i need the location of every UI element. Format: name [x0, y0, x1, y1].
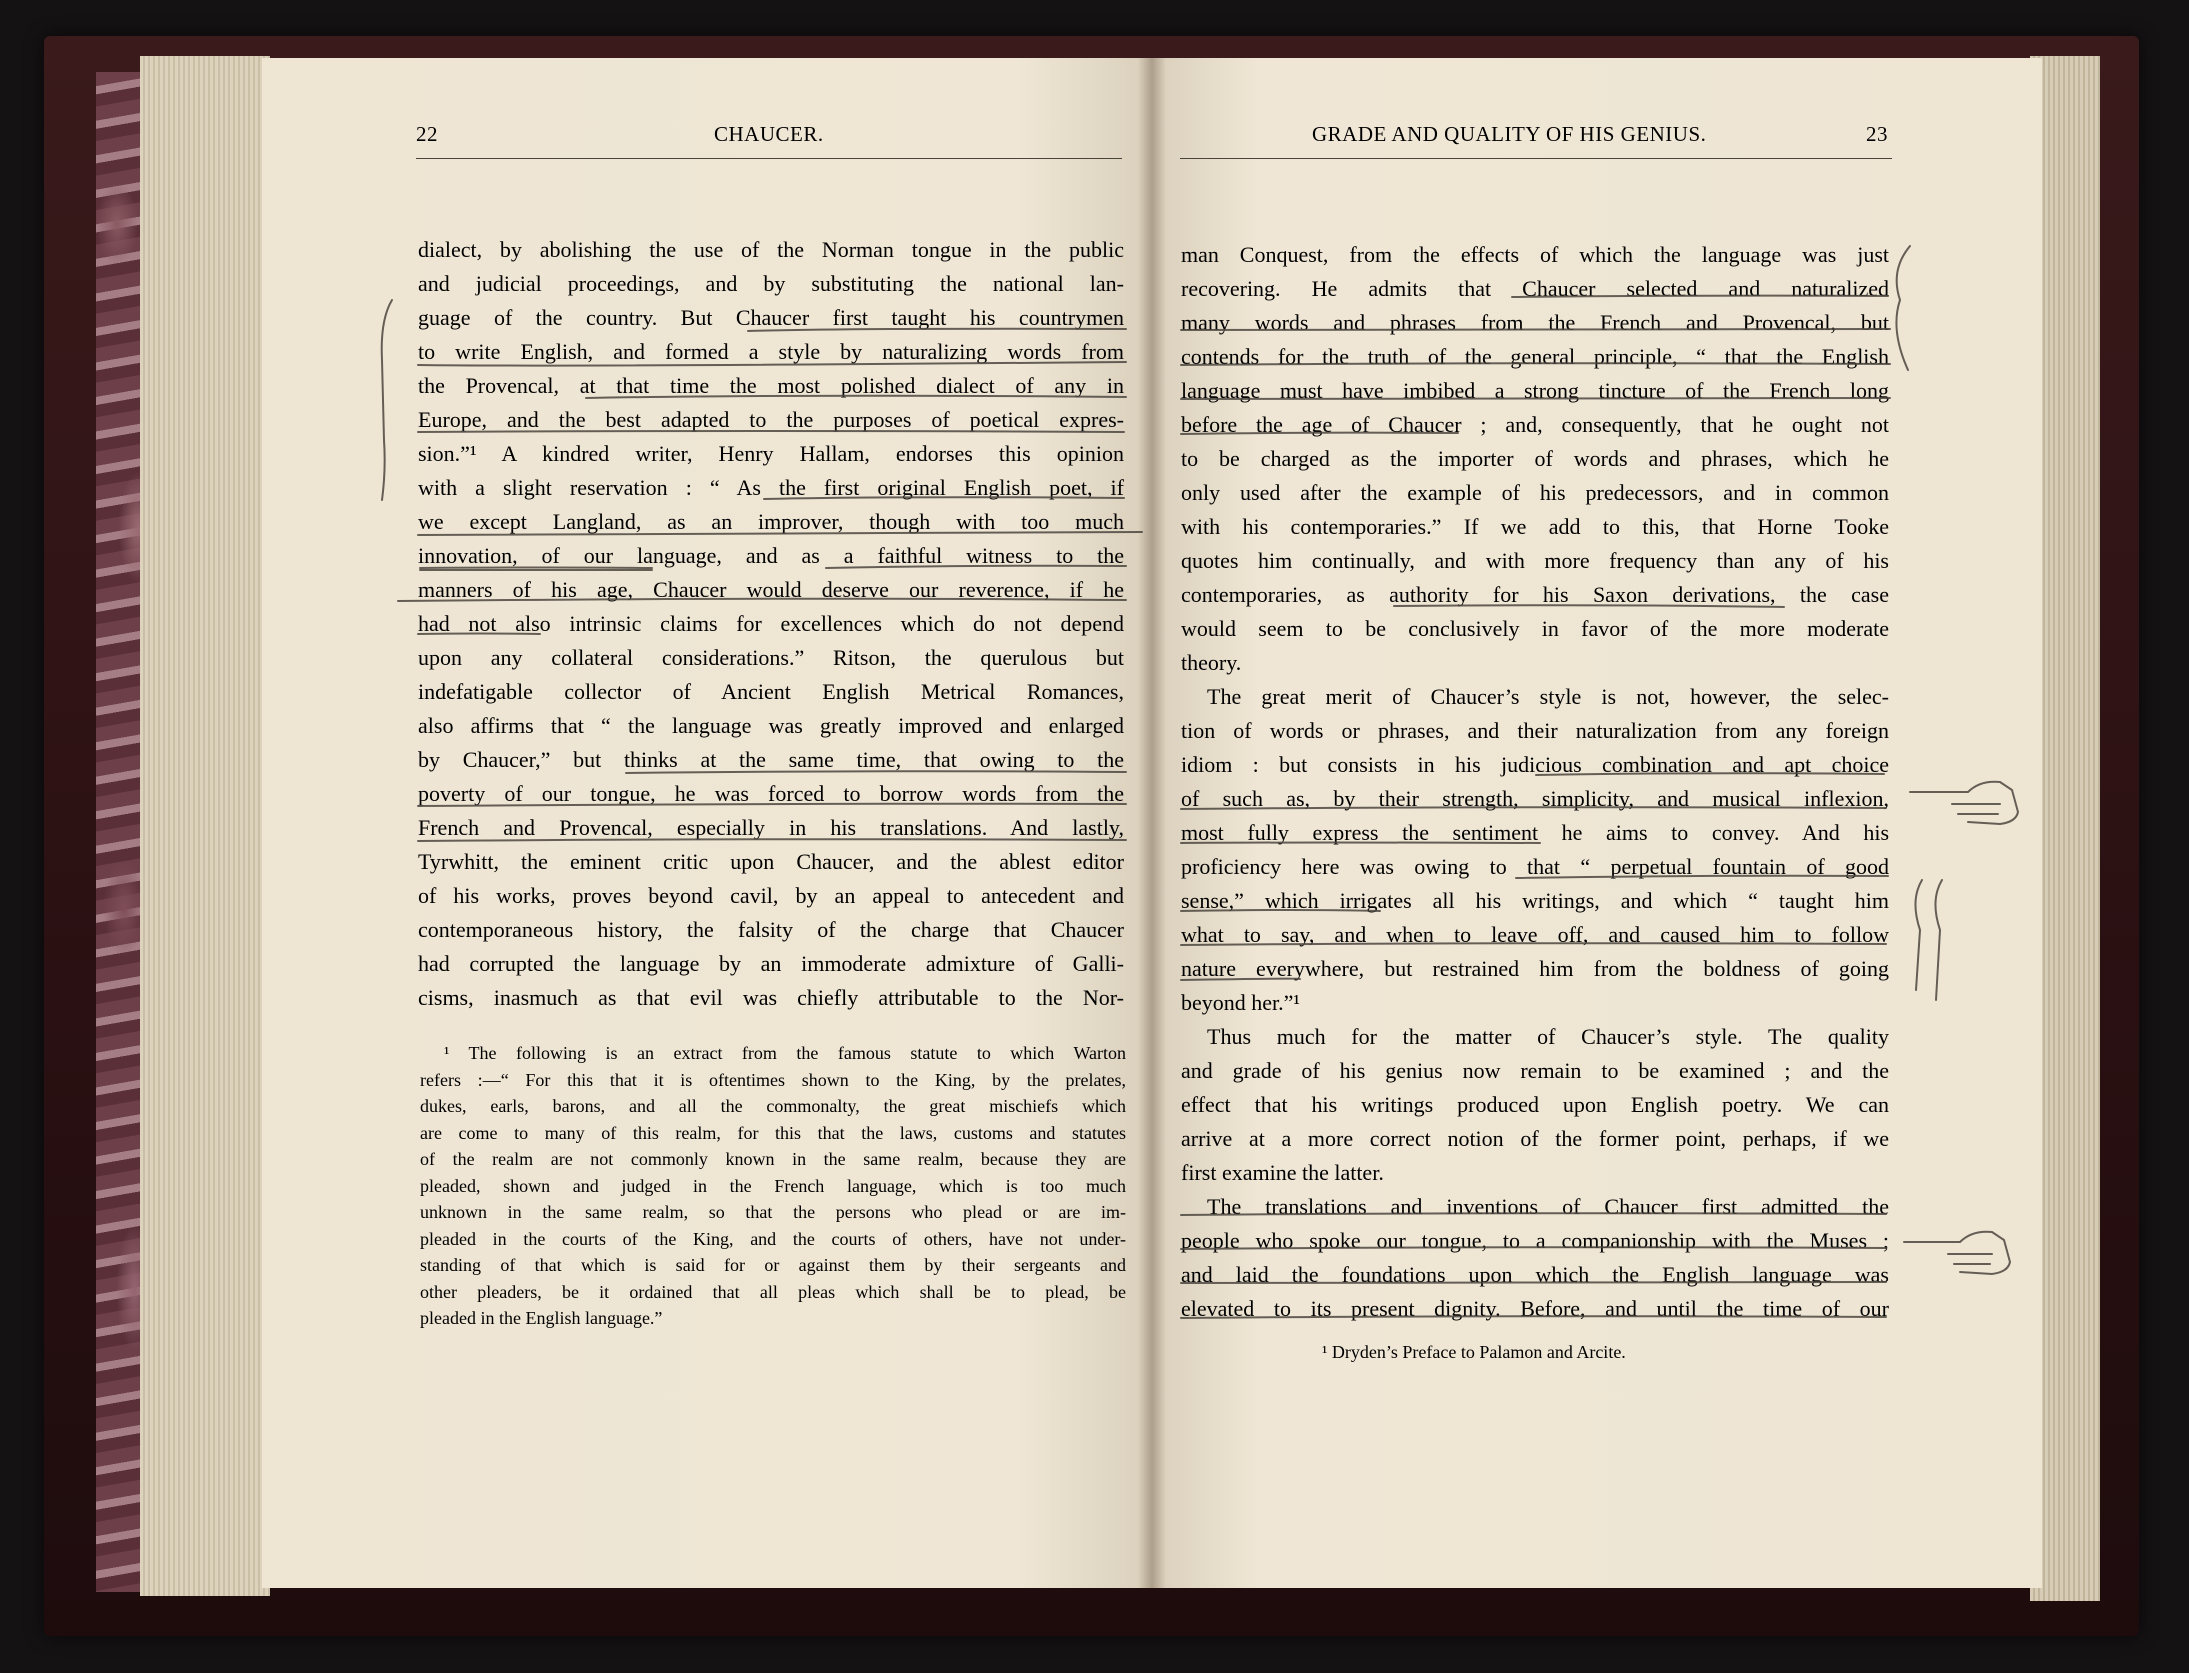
text-line: The great merit of Chaucer’s style is not, however, the selec- — [1207, 684, 1889, 709]
footnote-line: pleaded, shown and judged in the French language, which is too much — [420, 1175, 1126, 1196]
text-line: to write English, and formed a style by naturalizing words from — [418, 339, 1124, 364]
footnote-line: dukes, earls, barons, and all the commonalty, the great mischiefs which — [420, 1096, 1126, 1116]
text-line: guage of the country. But Chaucer first taught his countrymen — [418, 305, 1124, 330]
text-line: and judicial proceedings, and by substituting the national lan- — [418, 271, 1124, 296]
header-rule — [1180, 158, 1892, 159]
footnote-line: standing of that which is said for or against them by their sergeants and — [420, 1255, 1126, 1275]
text-line: Thus much for the matter of Chaucer’s style. The quality — [1207, 1024, 1889, 1049]
text-line: with his contemporaries.” If we add to this, that Horne Tooke — [1181, 514, 1889, 539]
text-line: poverty of our tongue, he was forced to borrow words from the — [418, 781, 1124, 806]
text-line: French and Provencal, especially in his translations. And lastly, — [418, 815, 1124, 840]
text-line: what to say, and when to leave off, and caused him to follow — [1181, 922, 1889, 947]
running-head: CHAUCER. — [714, 122, 824, 146]
text-line: people who spoke our tongue, to a companionship with the Muses ; — [1181, 1228, 1889, 1253]
text-line: The translations and inventions of Chaucer first admitted the — [1207, 1194, 1889, 1219]
left-body-text — [418, 233, 1124, 1015]
text-line: we except Langland, as an improver, though with too much — [418, 509, 1124, 534]
text-line: the Provencal, at that time the most polished dialect of any in — [418, 373, 1124, 398]
text-line: innovation, of our language, and as a faithful witness to the — [418, 543, 1124, 568]
text-line: indefatigable collector of Ancient English Metrical Romances, — [418, 679, 1124, 704]
text-line: by Chaucer,” but thinks at the same time, that owing to the — [418, 747, 1124, 772]
text-line: contends for the truth of the general principle, “ that the English — [1181, 344, 1889, 369]
right-footnote: ¹ Dryden’s Preface to Palamon and Arcite. — [1322, 1342, 1626, 1362]
text-line: of such as, by their strength, simplicity, and musical inflexion, — [1181, 786, 1889, 811]
text-line: had not also intrinsic claims for excellences which do not depend — [418, 611, 1124, 636]
footnote-line: pleaded in the courts of the King, and the courts of others, have not under- — [420, 1228, 1126, 1249]
footnote-line: unknown in the same realm, so that the persons who plead or are im- — [420, 1202, 1126, 1222]
text-line: quotes him continually, and with more frequency than any of his — [1181, 548, 1889, 573]
text-line: sense,” which irrigates all his writings, and which “ taught him — [1181, 888, 1889, 913]
right-body-text — [1181, 238, 1889, 1326]
text-line: language must have imbibed a strong tincture of the French long — [1181, 378, 1889, 403]
text-line: theory. — [1181, 650, 1242, 675]
left-footnote — [420, 1040, 1126, 1332]
footnote-line: of the realm are not commonly known in the same realm, because they are — [420, 1149, 1126, 1169]
text-line: tion of words or phrases, and their naturalization from any foreign — [1181, 718, 1889, 743]
text-line: nature everywhere, but restrained him from the boldness of going — [1181, 956, 1889, 981]
text-line: with a slight reservation : “ As the first original English poet, if — [418, 475, 1124, 500]
text-line: cisms, inasmuch as that evil was chiefly attributable to the Nor- — [418, 985, 1124, 1010]
text-line: upon any collateral considerations.” Ritson, the querulous but — [418, 645, 1124, 670]
text-line: proficiency here was owing to that “ perpetual fountain of good — [1181, 854, 1889, 879]
text-line: idiom : but consists in his judicious combination and apt choice — [1181, 752, 1889, 777]
text-line: only used after the example of his predecessors, and in common — [1181, 480, 1889, 505]
text-line: many words and phrases from the French and Provencal, but — [1181, 310, 1889, 335]
page-edges-left — [140, 56, 270, 1596]
text-line: elevated to its present dignity. Before, and until the time of our — [1181, 1296, 1889, 1321]
footnote-line: other pleaders, be it ordained that all pleas which shall be to plead, be — [420, 1281, 1126, 1302]
text-line: dialect, by abolishing the use of the Norman tongue in the public — [418, 237, 1124, 262]
right-running-header — [1184, 122, 1892, 156]
left-running-header — [412, 122, 1122, 156]
text-line: manners of his age, Chaucer would deserve our reverence, if he — [418, 577, 1124, 602]
text-line: most fully express the sentiment he aims to convey. And his — [1181, 820, 1889, 845]
text-line: arrive at a more correct notion of the former point, perhaps, if we — [1181, 1126, 1889, 1151]
footnote-line: pleaded in the English language.” — [420, 1308, 663, 1328]
text-line: Europe, and the best adapted to the purposes of poetical expres- — [418, 407, 1124, 432]
text-line: to be charged as the importer of words and phrases, which he — [1181, 446, 1889, 471]
text-line: man Conquest, from the effects of which the language was just — [1181, 242, 1889, 267]
page-number: 22 — [416, 122, 438, 146]
text-line: also affirms that “ the language was greatly improved and enlarged — [418, 713, 1124, 738]
page-number: 23 — [1866, 122, 1888, 146]
text-line: sion.”¹ A kindred writer, Henry Hallam, endorses this opinion — [418, 441, 1124, 466]
header-rule — [416, 158, 1122, 159]
text-line: Tyrwhitt, the eminent critic upon Chaucer, and the ablest editor — [418, 849, 1124, 874]
text-line: effect that his writings produced upon English poetry. We can — [1181, 1092, 1889, 1117]
text-line: contemporaries, as authority for his Saxon derivations, the case — [1181, 582, 1889, 607]
text-line: and laid the foundations upon which the English language was — [1181, 1262, 1889, 1287]
text-line: had corrupted the language by an immoderate admixture of Galli- — [418, 951, 1124, 976]
footnote-line: are come to many of this realm, for this that the laws, customs and statutes — [420, 1122, 1126, 1143]
text-line: would seem to be conclusively in favor of the more moderate — [1181, 616, 1889, 641]
text-line: contemporaneous history, the falsity of the charge that Chaucer — [418, 917, 1124, 942]
book-gutter — [1138, 58, 1166, 1588]
text-line: and grade of his genius now remain to be examined ; and the — [1181, 1058, 1889, 1083]
footnote-line: refers :—“ For this that it is oftentimes shown to the King, by the prelates, — [420, 1069, 1126, 1090]
running-head: GRADE AND QUALITY OF HIS GENIUS. — [1312, 122, 1707, 146]
text-line: of his works, proves beyond cavil, by an appeal to antecedent and — [418, 883, 1124, 908]
footnote-line: ¹ The following is an extract from the famous statute to which Warton — [444, 1043, 1126, 1063]
text-line: before the age of Chaucer ; and, consequently, that he ought not — [1181, 412, 1889, 437]
text-line: recovering. He admits that Chaucer selected and naturalized — [1181, 276, 1889, 301]
text-line: beyond her.”¹ — [1181, 990, 1301, 1015]
text-line: first examine the latter. — [1181, 1160, 1384, 1185]
